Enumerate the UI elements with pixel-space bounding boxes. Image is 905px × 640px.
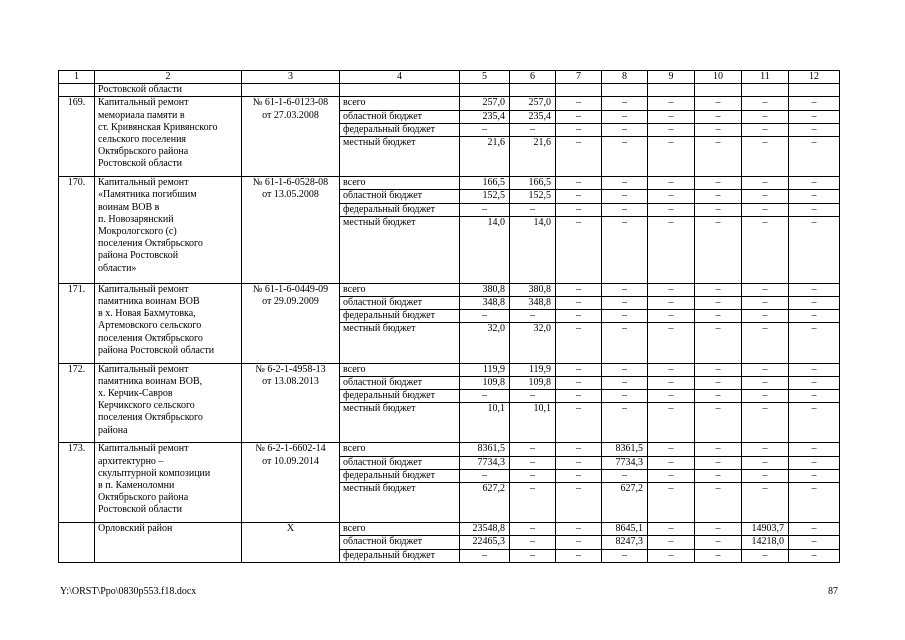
amount-cell: – (789, 390, 840, 403)
amount-cell: – (556, 216, 602, 283)
amount-cell: – (556, 137, 602, 177)
amount-cell: – (556, 190, 602, 203)
amount-cell: – (602, 203, 648, 216)
amount-cell: – (789, 216, 840, 283)
entry-number: 170. (59, 177, 95, 284)
object-description (95, 177, 242, 284)
amount-cell: – (789, 376, 840, 389)
description-line: Артемовского сельского (98, 320, 202, 332)
amount-cell: – (648, 190, 695, 203)
amount-cell: – (602, 403, 648, 443)
amount-cell: – (695, 549, 742, 562)
table-row (59, 363, 840, 376)
amount-cell: – (789, 523, 840, 536)
funding-source: всего (340, 177, 460, 190)
document-line: Х (286, 523, 295, 535)
amount-cell: 21,6 (460, 137, 510, 177)
column-number: 11 (742, 71, 789, 84)
amount-cell: – (510, 483, 556, 523)
amount-cell: 8361,5 (602, 443, 648, 456)
amount-cell: – (556, 390, 602, 403)
description-line: поселения Октябрьского (98, 238, 203, 250)
amount-cell: 348,8 (510, 297, 556, 310)
description-line: Капитальный ремонт (98, 97, 189, 109)
amount-cell: – (742, 456, 789, 469)
amount-cell: – (556, 123, 602, 136)
amount-cell: – (648, 403, 695, 443)
amount-cell: – (742, 137, 789, 177)
amount-cell: – (648, 376, 695, 389)
amount-cell: – (460, 123, 510, 136)
funding-source: областной бюджет (340, 456, 460, 469)
column-number: 1 (59, 71, 95, 84)
amount-cell: 627,2 (602, 483, 648, 523)
amount-cell: 7734,3 (460, 456, 510, 469)
amount-cell: – (695, 97, 742, 110)
amount-cell: – (695, 323, 742, 363)
amount-cell: – (695, 177, 742, 190)
amount-cell: – (648, 97, 695, 110)
column-number: 12 (789, 71, 840, 84)
table-row (59, 443, 840, 456)
amount-cell: – (742, 216, 789, 283)
amount-cell: – (556, 177, 602, 190)
amount-cell: – (789, 310, 840, 323)
amount-cell: – (460, 549, 510, 562)
amount-cell: – (510, 123, 556, 136)
document-line: от 27.03.2008 (262, 109, 319, 121)
table-row (59, 177, 840, 190)
amount-cell: – (510, 549, 556, 562)
amount-cell: 235,4 (510, 110, 556, 123)
amount-cell: – (602, 123, 648, 136)
amount-cell: – (602, 376, 648, 389)
amount-cell: – (556, 283, 602, 296)
object-description (95, 523, 242, 563)
amount-cell: – (510, 203, 556, 216)
amount-cell: 627,2 (460, 483, 510, 523)
amount-cell: – (648, 469, 695, 482)
amount-cell: – (648, 523, 695, 536)
amount-cell: – (742, 297, 789, 310)
description-line: х. Керчик-Савров (98, 388, 173, 400)
description-line: поселения Октябрьского (98, 332, 203, 344)
amount-cell: – (789, 123, 840, 136)
object-description (95, 363, 242, 443)
amount-cell: 166,5 (460, 177, 510, 190)
amount-cell: 8361,5 (460, 443, 510, 456)
amount-cell: – (789, 536, 840, 549)
amount-cell: – (789, 110, 840, 123)
description-line: архитектурно – (98, 455, 164, 467)
description-line: Капитальный ремонт (98, 177, 189, 189)
amount-cell: – (695, 483, 742, 523)
description-line: в х. Новая Бахмутовка, (98, 308, 196, 320)
document-line: № 6-2-1-6602-14 (255, 443, 326, 455)
description-line: мемориала памяти в (98, 109, 185, 121)
funding-source: всего (340, 523, 460, 536)
amount-cell: – (602, 363, 648, 376)
table-row (59, 97, 840, 110)
amount-cell: – (602, 97, 648, 110)
amount-cell: – (695, 536, 742, 549)
amount-cell: 23548,8 (460, 523, 510, 536)
amount-cell: – (556, 456, 602, 469)
amount-cell: – (742, 443, 789, 456)
description-line: Капитальный ремонт (98, 363, 189, 375)
amount-cell: – (556, 323, 602, 363)
amount-cell: 32,0 (510, 323, 556, 363)
amount-cell: – (695, 310, 742, 323)
funding-source: всего (340, 97, 460, 110)
amount-cell: – (742, 323, 789, 363)
amount-cell: – (648, 177, 695, 190)
amount-cell: – (695, 216, 742, 283)
amount-cell: – (556, 403, 602, 443)
amount-cell: – (742, 363, 789, 376)
funding-source: местный бюджет (340, 323, 460, 363)
amount-cell: – (510, 469, 556, 482)
amount-cell: – (602, 137, 648, 177)
column-number-row (59, 71, 840, 84)
funding-source: всего (340, 443, 460, 456)
amount-cell: – (602, 110, 648, 123)
amount-cell: – (789, 443, 840, 456)
amount-cell: 14218,0 (742, 536, 789, 549)
funding-source: областной бюджет (340, 110, 460, 123)
file-path: Y:\ORST\Ppo\0830p553.f18.docx (60, 586, 197, 597)
amount-cell: – (556, 443, 602, 456)
amount-cell: – (789, 97, 840, 110)
amount-cell: – (602, 177, 648, 190)
description-line: Капитальный ремонт (98, 443, 189, 455)
amount-cell: 21,6 (510, 137, 556, 177)
column-number: 6 (510, 71, 556, 84)
description-line: Мокрологского (с) (98, 226, 177, 238)
document-number (242, 363, 340, 443)
funding-source: местный бюджет (340, 483, 460, 523)
amount-cell: – (602, 469, 648, 482)
object-description: Ростовской области (95, 84, 242, 97)
funding-source: всего (340, 283, 460, 296)
funding-source: федеральный бюджет (340, 310, 460, 323)
amount-cell: – (695, 523, 742, 536)
amount-cell: – (648, 390, 695, 403)
amount-cell: – (742, 283, 789, 296)
amount-cell: – (695, 363, 742, 376)
amount-cell: – (695, 190, 742, 203)
amount-cell: 7734,3 (602, 456, 648, 469)
description-line: Капитальный ремонт (98, 283, 189, 295)
amount-cell: – (648, 363, 695, 376)
amount-cell: – (510, 536, 556, 549)
amount-cell: – (556, 549, 602, 562)
amount-cell: – (556, 469, 602, 482)
amount-cell: – (789, 297, 840, 310)
funding-source: федеральный бюджет (340, 123, 460, 136)
column-number: 7 (556, 71, 602, 84)
amount-cell: 380,8 (460, 283, 510, 296)
amount-cell: – (460, 469, 510, 482)
amount-cell: 152,5 (510, 190, 556, 203)
amount-cell: – (789, 283, 840, 296)
document-line: от 29.09.2009 (262, 296, 319, 308)
object-description (95, 97, 242, 177)
amount-cell: – (556, 363, 602, 376)
amount-cell: – (648, 297, 695, 310)
amount-cell: – (695, 137, 742, 177)
document-line: от 13.08.2013 (262, 375, 319, 387)
amount-cell: – (648, 310, 695, 323)
amount-cell: – (742, 190, 789, 203)
amount-cell: – (602, 323, 648, 363)
document-number (242, 97, 340, 177)
document-line: № 6-2-1-4958-13 (255, 363, 326, 375)
amount-cell: – (556, 203, 602, 216)
amount-cell: – (556, 536, 602, 549)
description-line: поселения Октябрьского (98, 412, 203, 424)
amount-cell: – (648, 536, 695, 549)
funding-source: всего (340, 363, 460, 376)
funding-source: федеральный бюджет (340, 549, 460, 562)
amount-cell: 109,8 (510, 376, 556, 389)
amount-cell: 10,1 (510, 403, 556, 443)
object-description (95, 283, 242, 363)
description-line: области» (98, 262, 137, 274)
amount-cell: – (648, 323, 695, 363)
description-line: воинам ВОВ в (98, 201, 160, 213)
amount-cell: – (648, 110, 695, 123)
funding-source: местный бюджет (340, 403, 460, 443)
column-number: 10 (695, 71, 742, 84)
funding-source: областной бюджет (340, 376, 460, 389)
amount-cell: – (648, 456, 695, 469)
amount-cell: – (556, 310, 602, 323)
amount-cell: – (789, 456, 840, 469)
amount-cell: – (695, 110, 742, 123)
document-number (242, 443, 340, 523)
funding-source: местный бюджет (340, 216, 460, 283)
amount-cell: – (510, 443, 556, 456)
object-description (95, 443, 242, 523)
funding-source: федеральный бюджет (340, 469, 460, 482)
amount-cell: – (742, 310, 789, 323)
amount-cell: – (742, 177, 789, 190)
description-line: памятника воинам ВОВ, (98, 375, 203, 387)
amount-cell: – (556, 483, 602, 523)
amount-cell: – (695, 123, 742, 136)
amount-cell: – (789, 190, 840, 203)
amount-cell: – (789, 177, 840, 190)
document-number (242, 177, 340, 284)
amount-cell: – (695, 443, 742, 456)
amount-cell: – (695, 203, 742, 216)
amount-cell: – (602, 310, 648, 323)
page-number: 87 (828, 586, 838, 597)
amount-cell: – (648, 549, 695, 562)
amount-cell: – (742, 549, 789, 562)
document-line: № 61-1-6-0449-09 (252, 283, 329, 295)
document-line: № 61-1-6-0123-08 (252, 97, 329, 109)
amount-cell: – (648, 203, 695, 216)
column-number: 8 (602, 71, 648, 84)
amount-cell: – (789, 323, 840, 363)
amount-cell: – (510, 390, 556, 403)
amount-cell: 257,0 (460, 97, 510, 110)
amount-cell: – (742, 390, 789, 403)
amount-cell: – (742, 483, 789, 523)
amount-cell: – (556, 297, 602, 310)
amount-cell: 257,0 (510, 97, 556, 110)
entry-number: 173. (59, 443, 95, 523)
amount-cell: – (742, 97, 789, 110)
entry-number: 172. (59, 363, 95, 443)
amount-cell: – (695, 469, 742, 482)
document-line: от 13.05.2008 (262, 189, 319, 201)
amount-cell: 119,9 (510, 363, 556, 376)
amount-cell: – (789, 403, 840, 443)
amount-cell: – (648, 283, 695, 296)
funding-source: областной бюджет (340, 190, 460, 203)
amount-cell: 348,8 (460, 297, 510, 310)
funding-source: областной бюджет (340, 536, 460, 549)
funding-source: областной бюджет (340, 297, 460, 310)
description-line: Ростовской области (98, 504, 182, 516)
amount-cell: – (695, 390, 742, 403)
amount-cell: – (648, 137, 695, 177)
amount-cell: 14903,7 (742, 523, 789, 536)
amount-cell: – (602, 283, 648, 296)
document-line: от 10.09.2014 (262, 455, 319, 467)
amount-cell: – (602, 190, 648, 203)
budget-table (58, 70, 840, 563)
amount-cell: – (742, 469, 789, 482)
amount-cell: 22465,3 (460, 536, 510, 549)
amount-cell: – (460, 390, 510, 403)
amount-cell: – (695, 376, 742, 389)
entry-number (59, 523, 95, 563)
column-number: 9 (648, 71, 695, 84)
amount-cell: 119,9 (460, 363, 510, 376)
amount-cell: – (648, 483, 695, 523)
amount-cell: – (648, 443, 695, 456)
description-line: Орловский район (98, 523, 173, 535)
amount-cell: – (602, 390, 648, 403)
column-number: 5 (460, 71, 510, 84)
description-line: «Памятника погибшим (98, 189, 197, 201)
amount-cell: 14,0 (510, 216, 556, 283)
description-line: Октябрьского района (98, 146, 189, 158)
amount-cell: – (742, 203, 789, 216)
amount-cell: – (695, 297, 742, 310)
description-line: п. Новозарянский (98, 213, 174, 225)
amount-cell: – (556, 110, 602, 123)
amount-cell: 8645,1 (602, 523, 648, 536)
amount-cell: 235,4 (460, 110, 510, 123)
funding-source: местный бюджет (340, 137, 460, 177)
amount-cell: – (648, 123, 695, 136)
description-line: сельского поселения (98, 134, 187, 146)
description-line: района Ростовской области (98, 344, 215, 356)
description-line: Ростовской области (98, 158, 182, 170)
continuation-row (59, 84, 840, 97)
amount-cell: – (695, 283, 742, 296)
description-line: в п. Каменоломни (98, 480, 175, 492)
amount-cell: 8247,3 (602, 536, 648, 549)
amount-cell: – (460, 203, 510, 216)
description-line: района (98, 424, 128, 436)
description-line: района Ростовской (98, 250, 179, 262)
amount-cell: – (648, 216, 695, 283)
amount-cell: – (695, 456, 742, 469)
document-number (242, 283, 340, 363)
funding-source: федеральный бюджет (340, 390, 460, 403)
description-line: памятника воинам ВОВ (98, 296, 200, 308)
column-number: 2 (95, 71, 242, 84)
table-row (59, 523, 840, 536)
amount-cell: – (742, 403, 789, 443)
amount-cell: – (510, 523, 556, 536)
amount-cell: – (789, 483, 840, 523)
amount-cell: 380,8 (510, 283, 556, 296)
amount-cell: – (602, 216, 648, 283)
amount-cell: 152,5 (460, 190, 510, 203)
document-line: № 61-1-6-0528-08 (252, 177, 329, 189)
amount-cell: – (789, 469, 840, 482)
amount-cell: – (556, 376, 602, 389)
description-line: Октябрьского района (98, 492, 189, 504)
entry-number: 169. (59, 97, 95, 177)
description-line: Керчикского сельского (98, 400, 195, 412)
amount-cell: 109,8 (460, 376, 510, 389)
amount-cell: 166,5 (510, 177, 556, 190)
column-number: 4 (340, 71, 460, 84)
description-line: скульптурной композиции (98, 467, 211, 479)
amount-cell: – (556, 523, 602, 536)
description-line: ст. Кривянская Кривянского (98, 121, 218, 133)
document-number (242, 523, 340, 563)
amount-cell: – (602, 297, 648, 310)
amount-cell: – (510, 456, 556, 469)
amount-cell: – (742, 376, 789, 389)
funding-source: федеральный бюджет (340, 203, 460, 216)
amount-cell: 10,1 (460, 403, 510, 443)
table-row (59, 283, 840, 296)
amount-cell: 32,0 (460, 323, 510, 363)
amount-cell: – (602, 549, 648, 562)
amount-cell: – (742, 110, 789, 123)
amount-cell: – (510, 310, 556, 323)
column-number: 3 (242, 71, 340, 84)
amount-cell: – (789, 203, 840, 216)
amount-cell: – (742, 123, 789, 136)
amount-cell: – (460, 310, 510, 323)
amount-cell: – (789, 137, 840, 177)
amount-cell: – (789, 549, 840, 562)
entry-number: 171. (59, 283, 95, 363)
amount-cell: – (789, 363, 840, 376)
amount-cell: – (695, 403, 742, 443)
amount-cell: – (556, 97, 602, 110)
amount-cell: 14,0 (460, 216, 510, 283)
